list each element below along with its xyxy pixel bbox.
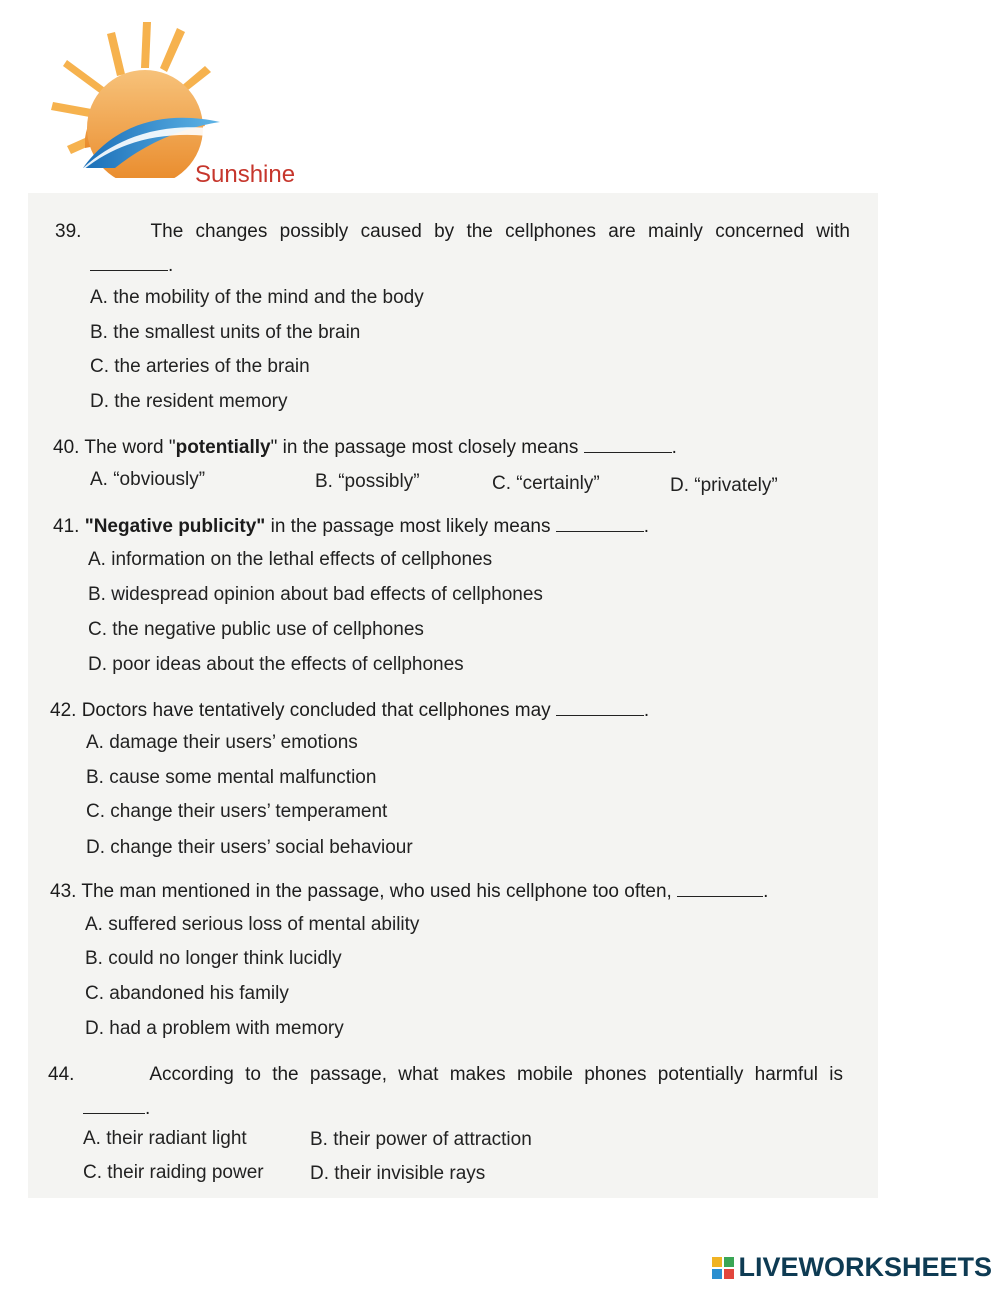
option-43-d: D. had a problem with memory [85, 1018, 344, 1039]
answer-blank-39[interactable]: . [90, 252, 173, 278]
answer-blank-44[interactable]: . [83, 1095, 150, 1121]
option-43-c: C. abandoned his family [85, 983, 289, 1004]
answer-blank-43[interactable] [677, 878, 763, 897]
question-number: 43. [50, 881, 77, 902]
option-41-c: C. the negative public use of cellphones [88, 619, 424, 640]
question-number: 41. [53, 516, 80, 537]
question-number: 44. [48, 1064, 75, 1085]
option-40-d: D. “privately” [670, 475, 778, 496]
option-44-b: B. their power of attraction [310, 1129, 532, 1150]
sunshine-logo [45, 18, 296, 188]
option-39-c: C. the arteries of the brain [90, 356, 310, 377]
question-number: 40. [53, 437, 80, 458]
bold-term: potentially [175, 437, 271, 458]
option-43-b: B. could no longer think lucidly [85, 948, 342, 969]
option-40-a: A. “obviously” [90, 469, 206, 490]
option-39-a: A. the mobility of the mind and the body [90, 287, 424, 308]
logo-text: Sunshine [195, 161, 296, 188]
question-43: 43. The man mentioned in the passage, who used his cellphone too often, . [50, 878, 768, 904]
brand-name: LIVEWORKSHEETS [738, 1252, 992, 1282]
question-39 [55, 220, 850, 244]
option-44-d: D. their invisible rays [310, 1163, 486, 1184]
liveworksheets-logo-icon [712, 1257, 734, 1279]
option-41-a: A. information on the lethal effects of cellphones [88, 549, 493, 570]
answer-blank-41[interactable] [556, 513, 644, 532]
question-number: 39. [55, 221, 82, 242]
question-stem: The man mentioned in the passage, who used his cellphone too often, [81, 881, 672, 902]
answer-blank-42[interactable] [556, 697, 644, 716]
option-44-c: C. their raiding power [83, 1162, 264, 1183]
option-42-d: D. change their users’ social behaviour [86, 837, 413, 858]
question-stem: Doctors have tentatively concluded that cellphones may [81, 700, 551, 721]
option-42-b: B. cause some mental malfunction [86, 767, 377, 788]
question-41: 41. "Negative publicity" in the passage most likely means . [53, 513, 649, 539]
question-44 [48, 1063, 843, 1087]
option-43-a: A. suffered serious loss of mental ability [85, 914, 420, 935]
option-41-b: B. widespread opinion about bad effects of cellphones [88, 584, 543, 605]
option-39-d: D. the resident memory [90, 391, 288, 412]
answer-blank-40[interactable] [584, 434, 672, 453]
option-40-b: B. “possibly” [315, 471, 420, 492]
question-42: 42. Doctors have tentatively concluded that cellphones may . [50, 697, 649, 723]
sun-logo-icon [45, 18, 285, 178]
option-39-b: B. the smallest units of the brain [90, 322, 361, 343]
option-41-d: D. poor ideas about the effects of cellphones [88, 654, 464, 675]
option-40-c: C. “certainly” [492, 473, 600, 494]
option-42-c: C. change their users’ temperament [86, 801, 388, 822]
question-stem: According to the passage, what makes mobile phones potentially harmful is [149, 1064, 843, 1085]
liveworksheets-footer [712, 1252, 992, 1283]
bold-term: "Negative publicity" [84, 516, 266, 537]
option-44-a: A. their radiant light [83, 1128, 247, 1149]
question-number: 42. [50, 700, 77, 721]
option-42-a: A. damage their users’ emotions [86, 732, 358, 753]
question-stem: The changes possibly caused by the cellphones are mainly concerned with [150, 221, 850, 242]
question-40: 40. The word "potentially" in the passage most closely means . [53, 434, 677, 460]
